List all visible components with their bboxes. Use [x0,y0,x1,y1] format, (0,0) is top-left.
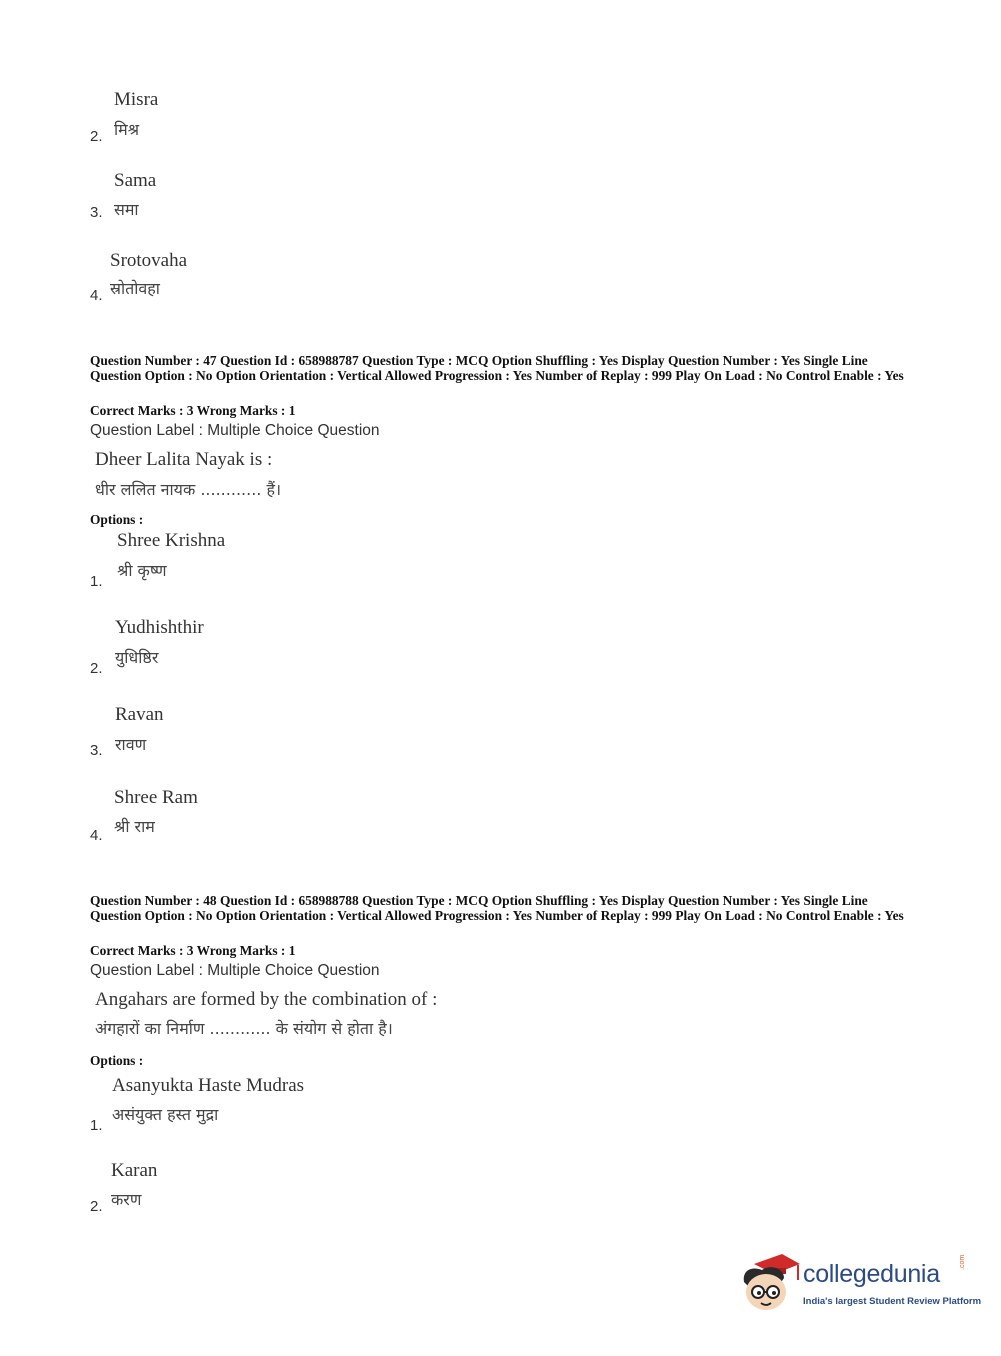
collegedunia-logo [740,1248,980,1318]
question-meta: Question Number : 47 Question Id : 658988787 Question Type : MCQ Option Shuffling : Yes Display Question Number : Yes Single Line Question Option : No Option Orientation : Vertical Allowed Progression : Yes Number of Replay : 999 Play On Load : No Control Enable : Yes [90,353,904,383]
option-text-hi: असंयुक्त हस्त मुद्रा [112,1105,219,1124]
option-number: 2. [90,128,103,145]
option-text-en: Misra [114,89,159,110]
option-text-en: Ravan [115,704,164,725]
option-text-hi: रावण [115,735,147,754]
option-text-hi: समा [114,200,139,219]
question-text-en: Angahars are formed by the combination of : [95,989,438,1010]
option-number: 2. [90,1198,103,1215]
option-text-hi: करण [111,1190,142,1209]
option-text-hi: श्री राम [114,817,155,836]
question-text-hi: धीर ललित नायक ............ हैं। [95,480,282,499]
question-meta: Question Number : 48 Question Id : 658988788 Question Type : MCQ Option Shuffling : Yes Display Question Number : Yes Single Line Question Option : No Option Orientation : Vertical Allowed Progression : Yes Number of Replay : 999 Play On Load : No Control Enable : Yes [90,893,904,923]
option-text-en: Shree Ram [114,787,198,808]
option-number: 1. [90,1117,103,1134]
logo-domain: .com [959,1254,966,1270]
option-text-en: Yudhishthir [115,617,204,638]
question-marks: Correct Marks : 3 Wrong Marks : 1 [90,403,296,418]
option-text-hi: युधिष्ठिर [115,648,159,667]
option-text-en: Karan [111,1160,158,1181]
question-label: Question Label : Multiple Choice Question [90,962,380,979]
option-text-hi: श्री कृष्ण [117,561,167,580]
option-text-hi: मिश्र [114,120,140,139]
option-number: 1. [90,573,103,590]
option-text-en: Asanyukta Haste Mudras [112,1075,305,1096]
option-text-hi: स्रोतोवहा [110,279,160,298]
logo-wordmark: collegedunia [803,1260,940,1288]
option-number: 4. [90,827,103,844]
question-label: Question Label : Multiple Choice Question [90,422,380,439]
options-label: Options : [90,1053,144,1068]
option-number: 3. [90,742,103,759]
option-text-en: Sama [114,170,157,191]
student-mascot-icon [740,1250,802,1312]
option-number: 2. [90,660,103,677]
option-number: 4. [90,287,103,304]
options-label: Options : [90,512,144,527]
option-text-en: Srotovaha [110,250,188,271]
question-text-hi: अंगहारों का निर्माण ............ के संयोग से होता है। [95,1019,393,1038]
option-text-en: Shree Krishna [117,530,226,551]
option-number: 3. [90,204,103,221]
question-text-en: Dheer Lalita Nayak is : [95,449,273,470]
question-marks: Correct Marks : 3 Wrong Marks : 1 [90,943,296,958]
logo-tagline: India's largest Student Review Platform [803,1296,982,1307]
